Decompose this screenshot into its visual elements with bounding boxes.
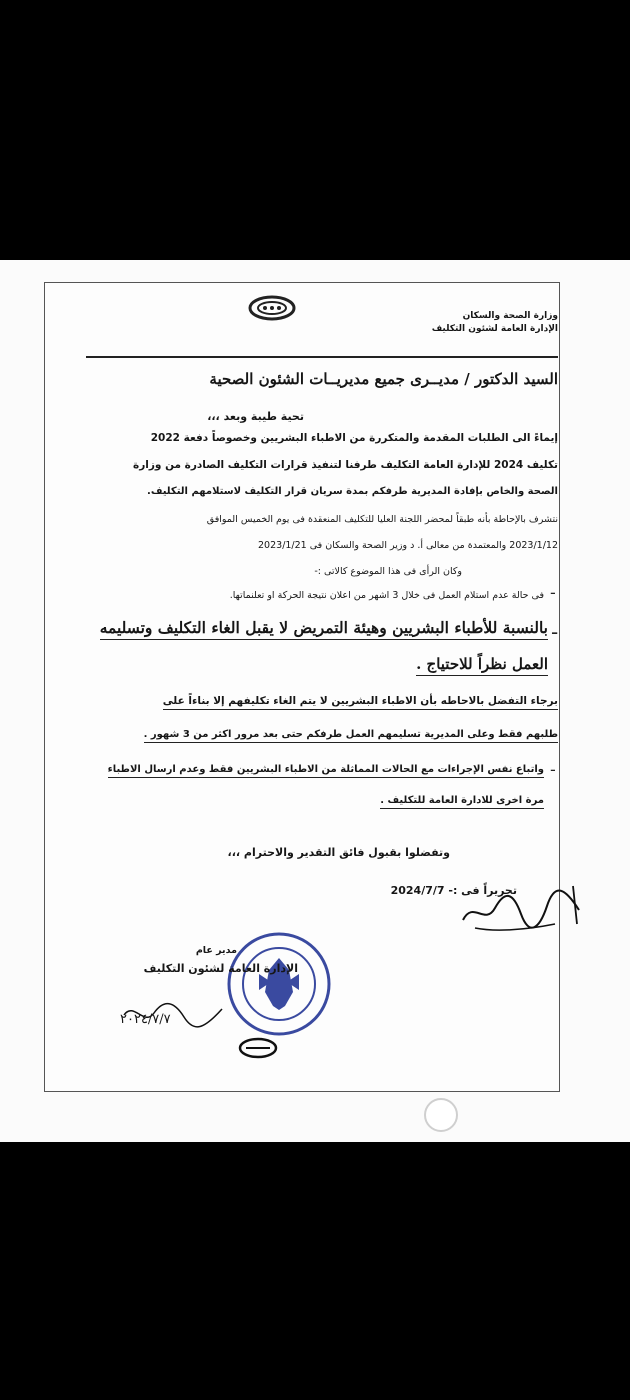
circle-button[interactable] <box>424 1098 458 1132</box>
item-2-line-2: العمل نظراً للاحتياج . <box>416 655 548 673</box>
signature-handwritten <box>455 880 595 940</box>
top-black-bar <box>0 0 630 260</box>
greeting: تحية طيبة وبعد ،،، <box>207 410 304 423</box>
item-2-line-1: بالنسبة للأطباء البشريين وهيئة التمريض لا يقبل الغاء التكليف وتسليمه <box>100 618 548 637</box>
paragraph-3: وكان الرأى فى هذا الموضوع كالاتى :- <box>314 566 462 577</box>
ministry-name: وزارة الصحة والسكان <box>462 311 558 321</box>
paragraph-2-line-2: 2023/1/12 والمعتمدة من معالى أ. د وزير الصحة والسكان فى 2023/1/21 <box>258 540 558 551</box>
paragraph-4-line-2: طلبهم فقط وعلى المديرية تسليمهم العمل طرفكم حتى بعد مرور اكثر من 3 شهور . <box>144 729 558 740</box>
small-stamp-mark <box>236 1034 280 1062</box>
paragraph-4-line-1: برجاء التفضل بالاحاطه بأن الاطباء البشريين لا يتم الغاء تكليفهم إلا بناءاً على <box>163 695 558 707</box>
bullet-dash: - <box>551 620 559 644</box>
signatory-department: الإدارة العامة لشئون التكليف <box>143 962 298 975</box>
bullet-dash: - <box>550 760 556 779</box>
department-name: الإدارة العامة لشئون التكليف <box>431 324 558 334</box>
ministry-logo-icon <box>248 294 296 322</box>
paragraph-1-line-3: الصحة والخاص بإفادة المديرية طرفكم بمدة سريان قرار التكليف لاستلامهم التكليف. <box>147 486 558 497</box>
item-3-line-2: مرة اخرى للادارة العامة للتكليف . <box>380 795 544 806</box>
addressee: السيد الدكتور / مديــرى جميع مديريــات الشئون الصحية <box>209 370 558 388</box>
official-seal <box>225 930 333 1038</box>
bullet-dash: - <box>550 583 556 602</box>
item-3-line-1: واتباع نفس الإجراءات مع الحالات المماثلة من الاطباء البشريين فقط وعدم ارسال الاطباء <box>108 764 544 775</box>
paragraph-1-line-2: تكليف 2024 للإدارة العامة التكليف طرفنا لتنفيذ قرارات التكليف الصادرة من وزارة <box>133 459 558 471</box>
header-divider <box>86 356 558 358</box>
paragraph-1-line-1: إيماءً الى الطلبات المقدمة والمتكررة من الاطباء البشريين وخصوصاً دفعة 2022 <box>150 432 558 444</box>
signatory-title: مدير عام <box>195 945 237 956</box>
date-line: تحريراً فى :- 2024/7/7 <box>390 884 517 897</box>
item-1: فى حالة عدم استلام العمل فى خلال 3 اشهر من اعلان نتيجة الحركة او تعلنماتها. <box>229 590 544 601</box>
handwritten-date: ٢٠٢٤/٧/٧ <box>120 1012 171 1027</box>
bottom-black-bar <box>0 1142 630 1400</box>
closing: وتفضلوا بقبول فائق التقدير والاحترام ،،، <box>227 846 450 859</box>
paragraph-2-line-1: نتشرف بالإحاطة بأنه طبقاً لمحضر اللجنة العليا للتكليف المنعقدة فى يوم الخميس الموافق <box>206 514 558 525</box>
